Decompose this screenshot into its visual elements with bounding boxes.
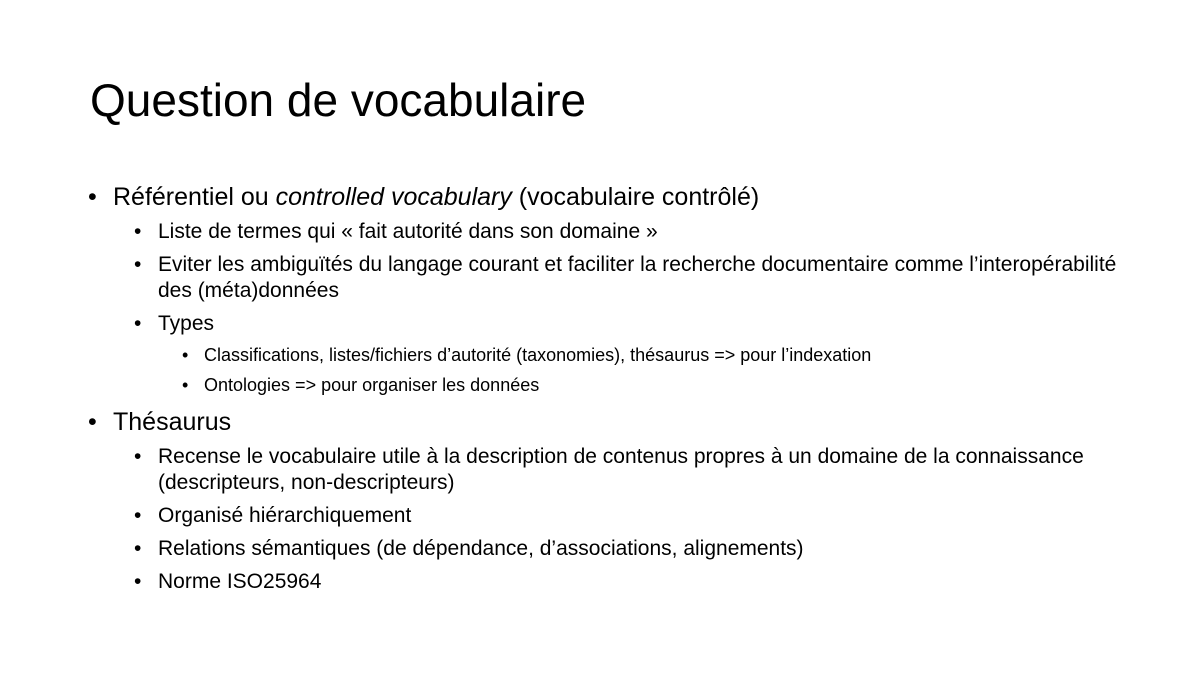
- bullet-icon: •: [182, 375, 189, 395]
- item-text: Relations sémantiques (de dépendance, d’associations, alignements): [158, 537, 804, 560]
- item-text: Types: [158, 312, 215, 335]
- item-text-suffix: (vocabulaire contrôlé): [511, 183, 760, 211]
- item-text: Liste de termes qui « fait autorité dans son domaine »: [158, 220, 658, 243]
- item-text: Classifications, listes/fichiers d’autorité (taxonomies), thésaurus => pour l’indexation: [204, 345, 872, 365]
- bullet-icon: •: [88, 408, 97, 436]
- item-text-emphasis: controlled vocabulary: [275, 183, 512, 211]
- bullet-item-liste-termes: [84, 219, 1140, 245]
- bullet-icon: •: [134, 220, 142, 243]
- item-text-prefix: Référentiel ou: [113, 183, 276, 211]
- bullet-item-thesaurus: [84, 407, 1140, 437]
- item-text: Eviter les ambiguïtés du langage courant et faciliter la recherche documentaire comme l’interopérabilité des (méta)données: [158, 253, 1117, 302]
- slide-content: [84, 180, 1140, 595]
- bullet-item-referentiel: [84, 182, 1140, 212]
- bullet-icon: •: [134, 504, 142, 527]
- bullet-item-ontologies: [84, 373, 1140, 397]
- bullet-icon: •: [134, 312, 142, 335]
- bullet-icon: •: [134, 445, 142, 468]
- bullet-item-types: [84, 311, 1140, 337]
- bullet-item-norme: [84, 569, 1140, 595]
- bullet-item-classifications: [84, 343, 1140, 367]
- bullet-item-eviter-ambiguites: [84, 252, 1140, 304]
- bullet-item-recense: [84, 444, 1140, 496]
- item-text: Ontologies => pour organiser les données: [204, 375, 540, 395]
- bullet-icon: •: [182, 345, 189, 365]
- item-text: Recense le vocabulaire utile à la description de contenus propres à un domaine de la connaissance (descripteurs, non-descripteurs): [158, 445, 1084, 494]
- bullet-icon: •: [134, 253, 142, 276]
- bullet-icon: •: [88, 183, 97, 211]
- slide-title: Question de vocabulaire: [90, 74, 587, 126]
- item-text: Organisé hiérarchiquement: [158, 504, 412, 527]
- bullet-item-relations: [84, 536, 1140, 562]
- bullet-icon: •: [134, 570, 142, 593]
- bullet-icon: •: [134, 537, 142, 560]
- bullet-item-organise: [84, 503, 1140, 529]
- item-text: Thésaurus: [113, 408, 232, 436]
- item-text: Norme ISO25964: [158, 570, 322, 593]
